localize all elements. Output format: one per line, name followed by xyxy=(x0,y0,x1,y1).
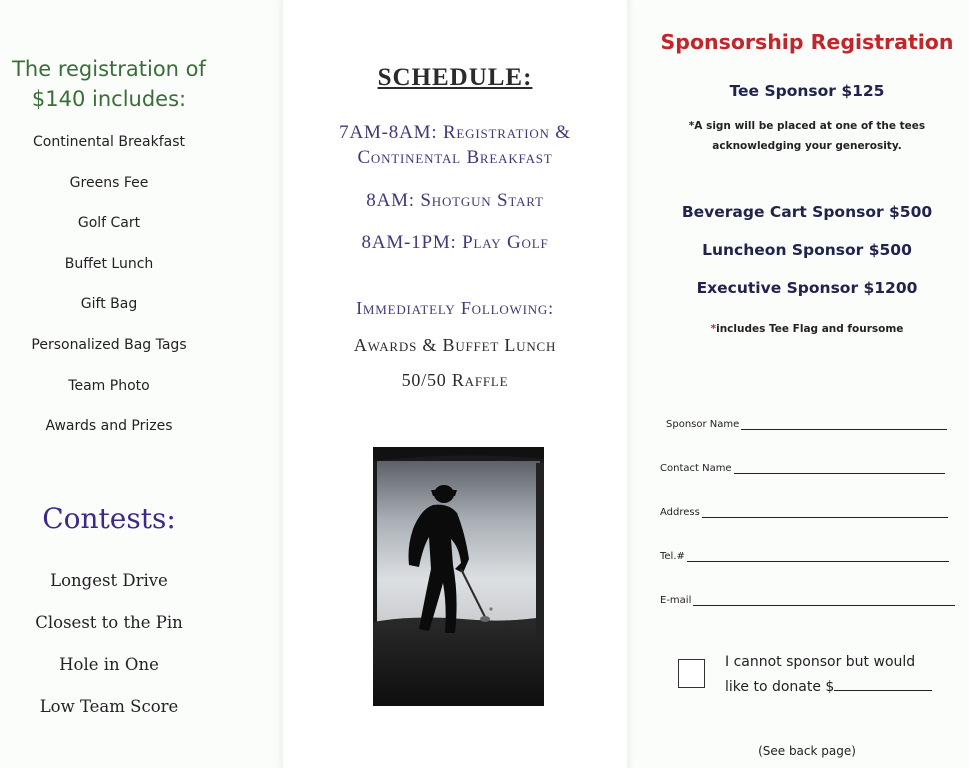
contest-item: Low Team Score xyxy=(39,697,179,716)
beverage-cart-sponsor: Beverage Cart Sponsor $500 xyxy=(681,203,933,221)
sponsor-name-line[interactable] xyxy=(741,419,947,430)
schedule-awards: Awards & Buffet Lunch xyxy=(353,335,557,355)
sponsor-name-field[interactable] xyxy=(666,416,947,430)
list-item: Continental Breakfast xyxy=(32,134,185,150)
list-item: Team Photo xyxy=(68,377,150,394)
tel-label: Tel.# xyxy=(660,551,685,562)
contests-list xyxy=(0,566,218,734)
donate-text xyxy=(725,650,965,700)
address-field[interactable] xyxy=(660,504,948,518)
includes-list xyxy=(0,128,218,453)
schedule-item-registration-line1: 7AM-8AM: Registration & xyxy=(339,122,571,143)
executive-note xyxy=(645,323,969,335)
executive-note-asterisk: * xyxy=(710,323,717,335)
contest-item: Closest to the Pin xyxy=(35,613,183,632)
contact-name-line[interactable] xyxy=(734,463,945,474)
schedule-item-play: 8AM-1PM: Play Golf xyxy=(361,232,549,253)
tel-line[interactable] xyxy=(687,551,949,562)
executive-note-text: includes Tee Flag and foursome xyxy=(716,323,904,335)
schedule-following: Immediately Following: xyxy=(356,298,554,318)
golfer-silhouette-photo xyxy=(373,447,544,706)
registration-heading-line2: $140 includes: xyxy=(31,87,187,111)
registration-heading-line1: The registration of xyxy=(12,57,206,81)
schedule-raffle: 50/50 Raffle xyxy=(401,370,509,390)
luncheon-sponsor: Luncheon Sponsor $500 xyxy=(702,241,912,259)
list-item: Personalized Bag Tags xyxy=(31,336,187,353)
tee-note-line1: *A sign will be placed at one of the tees xyxy=(688,120,926,132)
tee-note-line2: acknowledging your generosity. xyxy=(712,140,902,152)
left-panel xyxy=(0,0,218,768)
sponsor-name-label: Sponsor Name xyxy=(666,419,740,430)
schedule-item-shotgun: 8AM: Shotgun Start xyxy=(366,190,544,211)
list-item: Golf Cart xyxy=(77,215,141,232)
donate-amount-line[interactable] xyxy=(834,676,932,691)
address-line[interactable] xyxy=(702,507,948,518)
address-label: Address xyxy=(660,507,700,518)
sponsorship-heading: Sponsorship Registration xyxy=(660,30,954,54)
schedule-item-registration-line2: Continental Breakfast xyxy=(357,147,553,168)
contest-item: Longest Drive xyxy=(50,571,168,590)
email-field[interactable] xyxy=(660,592,955,606)
donate-line2-label: like to donate $ xyxy=(725,679,835,695)
list-item: Awards and Prizes xyxy=(45,418,173,435)
tee-sponsor: Tee Sponsor $125 xyxy=(729,82,885,100)
donate-line2 xyxy=(725,675,965,700)
email-label: E-mail xyxy=(660,595,692,606)
contact-name-field[interactable] xyxy=(660,460,945,474)
contact-name-label: Contact Name xyxy=(660,463,732,474)
donate-line1: I cannot sponsor but would xyxy=(725,654,916,670)
contests-heading: Contests: xyxy=(42,502,176,535)
list-item: Greens Fee xyxy=(69,174,149,191)
email-line[interactable] xyxy=(693,595,955,606)
schedule-panel xyxy=(283,0,627,768)
contest-item: Hole in One xyxy=(59,655,159,674)
tel-field[interactable] xyxy=(660,548,949,562)
schedule-heading: SCHEDULE: xyxy=(377,64,533,91)
see-back-page: (See back page) xyxy=(758,744,856,758)
executive-sponsor: Executive Sponsor $1200 xyxy=(696,279,918,297)
registration-heading xyxy=(0,54,218,114)
list-item: Gift Bag xyxy=(80,296,138,313)
sponsorship-panel xyxy=(645,0,969,768)
tee-sponsor-note xyxy=(645,116,969,156)
donate-checkbox[interactable] xyxy=(678,659,705,688)
list-item: Buffet Lunch xyxy=(64,255,154,272)
